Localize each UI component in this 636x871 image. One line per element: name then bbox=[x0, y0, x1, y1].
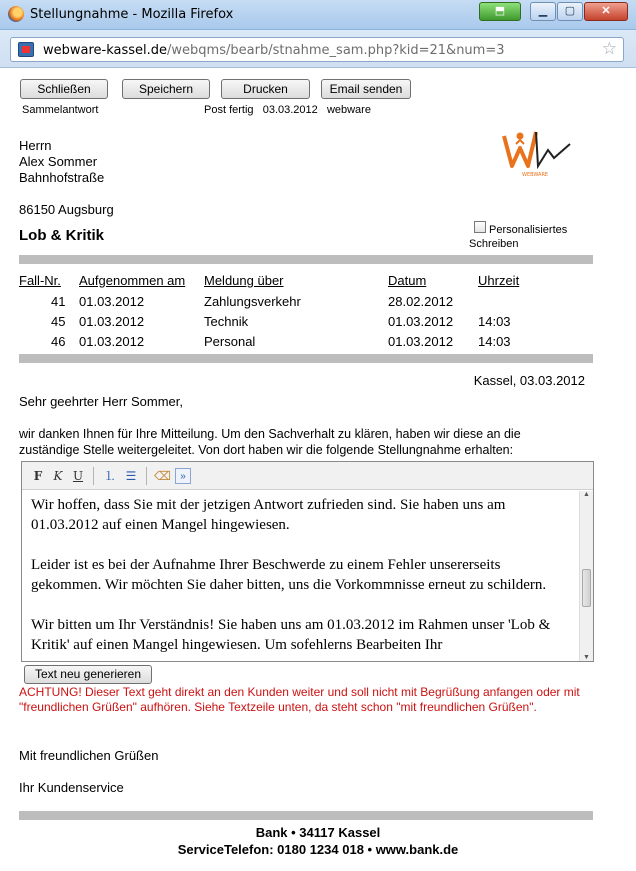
personalized-label: Personalisiertes bbox=[489, 224, 568, 236]
editor-toolbar bbox=[22, 462, 593, 490]
url-path: /webqms/bearb/stnahme_sam.php?kid=21&num=3 bbox=[167, 43, 505, 58]
url-domain: webware-kassel.de bbox=[43, 43, 168, 58]
webware-logo bbox=[500, 126, 576, 178]
editor-paragraph: Wir bitten um Ihr Verständnis! Sie haben uns am 01.03.2012 im Rahmen unser 'Lob & Kritik' auf einen Mangel hingewiesen. Um sofehlerns Bearbeiten Ihr bbox=[31, 617, 551, 653]
url-bar[interactable] bbox=[10, 37, 624, 62]
maximize-button[interactable]: ▢ bbox=[557, 2, 583, 21]
table-cell: 46 bbox=[51, 334, 66, 349]
table-cell: 01.03.2012 bbox=[79, 334, 145, 349]
table-cell: 01.03.2012 bbox=[388, 314, 454, 329]
green-window-button[interactable]: ⬒ bbox=[479, 2, 521, 21]
editor-scrollbar[interactable] bbox=[579, 491, 593, 661]
address-city: 86150 Augsburg bbox=[19, 202, 114, 217]
editor-content[interactable] bbox=[22, 491, 579, 661]
footer-contact: ServiceTelefon: 0180 1234 018 • www.bank.de bbox=[177, 842, 459, 857]
address-name: Alex Sommer bbox=[19, 154, 98, 169]
table-cell: Personal bbox=[204, 334, 256, 349]
table-header: Fall-Nr. bbox=[19, 273, 61, 288]
close-button[interactable]: Schließen bbox=[20, 79, 108, 99]
minimize-button[interactable]: ▁ bbox=[530, 2, 556, 21]
personalized-checkbox[interactable] bbox=[474, 221, 486, 233]
toolbar-separator bbox=[146, 467, 147, 485]
window-titlebar bbox=[0, 0, 636, 30]
table-cell: 01.03.2012 bbox=[79, 294, 145, 309]
table-cell: Technik bbox=[204, 314, 249, 329]
scroll-up-arrow-icon[interactable]: ▲ bbox=[583, 491, 590, 498]
scroll-down-arrow-icon[interactable]: ▼ bbox=[583, 654, 590, 661]
status-text bbox=[204, 104, 371, 116]
closing-regards: Mit freundlichen Grüßen bbox=[19, 748, 159, 763]
address-salutation: Herrn bbox=[19, 138, 52, 153]
letter-intro-line-2: zuständige Stelle weitergeleitet. Von dort haben wir die folgende Stellungnahme erhalten: bbox=[19, 443, 514, 457]
personalized-label-2: Schreiben bbox=[469, 238, 519, 250]
status-date: 03.03.2012 bbox=[262, 104, 318, 116]
table-cell: 14:03 bbox=[478, 314, 511, 329]
close-window-button[interactable]: ✕ bbox=[584, 2, 628, 21]
table-cell: Zahlungsverkehr bbox=[204, 294, 301, 309]
letter-greeting: Sehr geehrter Herr Sommer, bbox=[19, 394, 184, 409]
underline-icon[interactable]: U bbox=[72, 469, 84, 483]
table-cell: 28.02.2012 bbox=[388, 294, 454, 309]
table-cell: 14:03 bbox=[478, 334, 511, 349]
eraser-icon[interactable]: ⌫ bbox=[154, 469, 171, 483]
firefox-icon bbox=[8, 6, 24, 22]
window-title: Stellungnahme - Mozilla Firefox bbox=[30, 7, 234, 22]
toolbar-separator bbox=[93, 467, 94, 485]
table-header: Datum bbox=[388, 273, 427, 288]
table-cell: 01.03.2012 bbox=[388, 334, 454, 349]
email-button[interactable]: Email senden bbox=[321, 79, 411, 99]
letter-place-date: Kassel, 03.03.2012 bbox=[473, 373, 585, 388]
regenerate-text-button[interactable]: Text neu generieren bbox=[24, 665, 152, 684]
table-cell: 45 bbox=[51, 314, 66, 329]
status-label: Post fertig bbox=[204, 104, 254, 116]
bold-icon[interactable]: F bbox=[33, 469, 43, 483]
table-header: Meldung über bbox=[204, 273, 284, 288]
source-code-icon[interactable]: » bbox=[175, 468, 191, 484]
logo-brand-text: WEBWARE bbox=[522, 172, 549, 178]
italic-icon[interactable]: K bbox=[53, 469, 63, 483]
status-user: webware bbox=[326, 104, 371, 116]
address-street: Bahnhofstraße bbox=[19, 170, 105, 185]
editor-paragraph: Wir hoffen, dass Sie mit der jetzigen Antwort zufrieden sind. Sie haben uns am 01.03.2012 auf einen Mangel hingewiesen. bbox=[31, 497, 506, 533]
statement-editor[interactable] bbox=[21, 461, 594, 662]
table-cell: 01.03.2012 bbox=[79, 314, 145, 329]
divider bbox=[19, 354, 593, 363]
site-favicon-icon bbox=[18, 42, 34, 57]
editor-paragraph: Leider ist es bei der Aufnahme Ihrer Beschwerde zu einem Fehler unsererseits gekommen. Wir möchten Sie daher bitten, uns die Vorkommnisse erneut zu schildern. bbox=[31, 557, 547, 593]
print-button[interactable]: Drucken bbox=[221, 79, 310, 99]
bullet-list-icon[interactable]: ☰ bbox=[125, 469, 137, 483]
answer-type: Sammelantwort bbox=[22, 104, 99, 116]
table-header: Uhrzeit bbox=[478, 273, 520, 288]
warning-text: ACHTUNG! Dieser Text geht direkt an den Kunden weiter und soll nicht mit Begrüßung anfangen oder mit "freundlichen Grüßen" aufhören. Siehe Textzeile unten, da steht schon "mit freundlichen Grüßen". bbox=[19, 685, 580, 714]
numbered-list-icon[interactable]: ⒈ bbox=[103, 469, 116, 483]
scrollbar-thumb[interactable] bbox=[582, 569, 591, 607]
subject-title: Lob & Kritik bbox=[19, 227, 104, 244]
footer-address: Bank • 34117 Kassel bbox=[255, 825, 381, 840]
save-button[interactable]: Speichern bbox=[122, 79, 210, 99]
table-header: Aufgenommen am bbox=[79, 273, 186, 288]
closing-signature: Ihr Kundenservice bbox=[19, 780, 124, 795]
url-text[interactable] bbox=[43, 43, 505, 58]
navigation-bar bbox=[0, 30, 636, 68]
divider bbox=[19, 811, 593, 820]
letter-intro-line-1: wir danken Ihnen für Ihre Mitteilung. Um den Sachverhalt zu klären, haben wir diese an die bbox=[19, 427, 521, 441]
bookmark-star-icon[interactable]: ☆ bbox=[601, 39, 617, 58]
divider bbox=[19, 255, 593, 264]
table-cell: 41 bbox=[51, 294, 66, 309]
page-content bbox=[8, 68, 628, 871]
